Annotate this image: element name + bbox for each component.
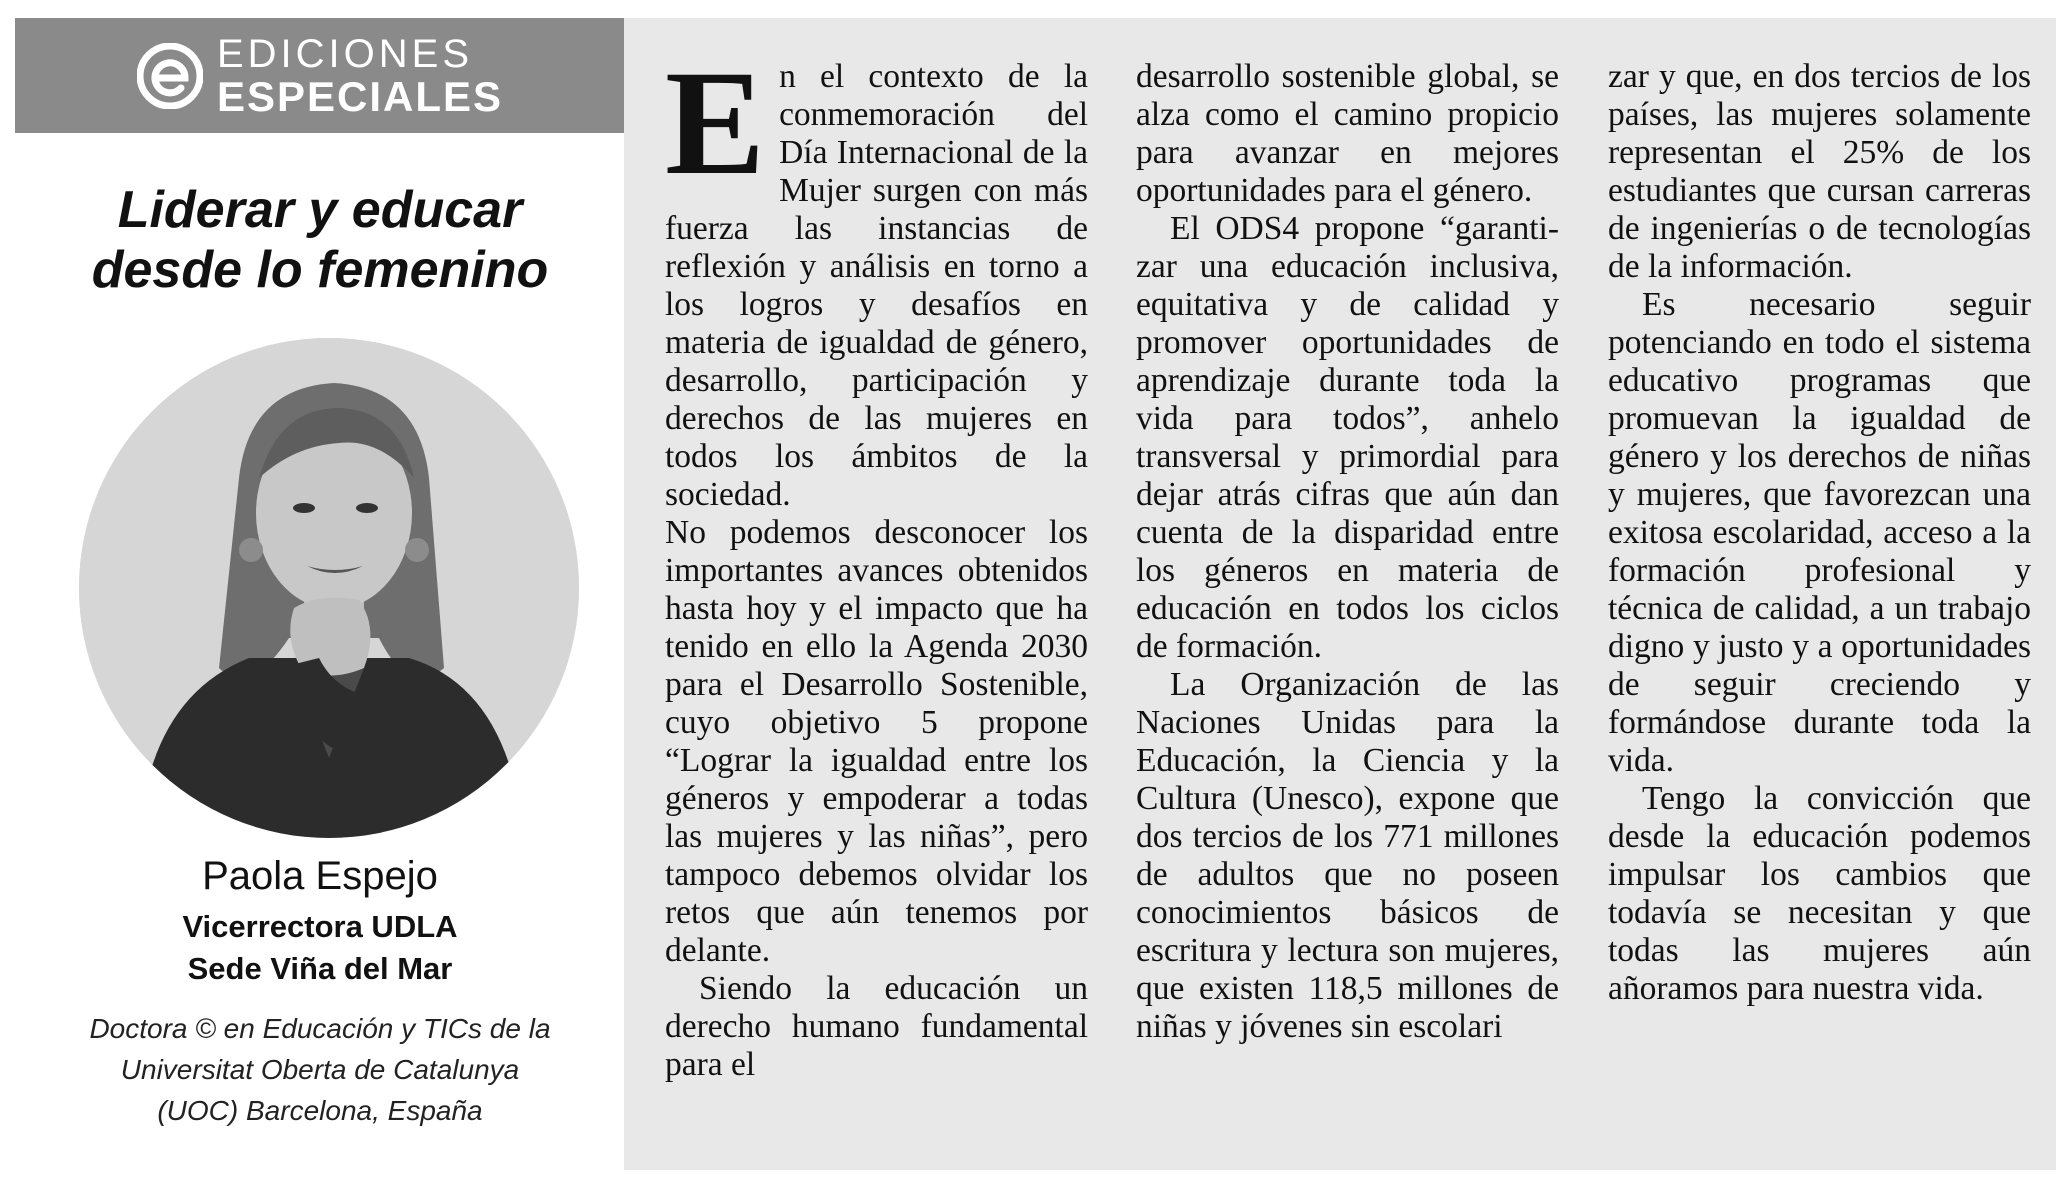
author-name: Paola Espejo [202,854,438,898]
author-portrait-image [79,338,579,838]
author-bio-line1: Doctora © en Educación y TICs de la [89,1013,551,1044]
author-role-line2: Sede Viña del Mar [187,951,453,986]
paragraph-4: El ODS4 propone “garantizar una educación inclusiva, equitativa y de calidad y promover oportunidades de aprendizaje durante toda la vida para todos”, anhelo transversal y primordial para dejar atrás cifras que aún dan cuenta de la disparidad entre los géneros en materia de educación en todos los ciclos de formación. [1136,210,1559,665]
paragraph-1-text: n el contexto de la conmemoración del Día Internacional de la Mujer surgen con más fuerza las instancias de reflexión y análisis en torno a los logros y desafíos en materia de igualdad de género, desarrollo, participación y derechos de las mujeres en todos los ámbitos de la sociedad. [665,58,1088,513]
headline-line2: desde lo femenino [91,241,549,299]
author-bio-line2: Universitat Oberta de Catalunya [120,1054,520,1085]
article-body [624,18,2056,1170]
author-role-line1: Vicerrectora UDLA [182,909,458,944]
section-name-line1: EDICIONES [216,31,473,76]
author-portrait [79,338,579,838]
paragraph-1 [665,40,1088,514]
headline-line1: Liderar y educar [117,181,523,239]
paragraph-5-end: zar y que, en dos tercios de los países, las mujeres solamente representan el 25% de los estudiantes que cursan carreras de ingenierías o de tecnologías de la información. [1608,58,2031,285]
section-banner-text [216,31,504,120]
author-role [15,906,625,990]
article-column-2 [1136,58,1559,1046]
author-bio-line3: (UOC) Barcelona, España [157,1095,483,1126]
drop-cap: E [665,40,766,206]
paragraph-7: Tengo la convicción que desde la educación podemos impulsar los cambios que todavía se necesitan y que todas las mujeres aún añoramos para nuestra vida. [1608,780,2031,1007]
article-column-1 [665,40,1088,1084]
e-letter-logo-icon [137,43,203,109]
section-banner [15,18,625,133]
author-bio [15,1008,625,1131]
author-sidebar [15,18,625,1168]
paragraph-2: No podemos desconocer los importantes avances obtenidos hasta hoy y el impacto que ha tenido en ello la Agenda 2030 para el Desarrollo Sostenible, cuyo objetivo 5 propone “Lograr la igualdad entre los géneros y empoderar a todas las mujeres y las niñas”, pero tampoco debemos olvidar los retos que aún tenemos por delante. [665,514,1088,969]
paragraph-3-end: desarrollo sostenible global, se alza como el camino propicio para avanzar en mejores oportunidades para el género. [1136,58,1559,209]
paragraph-3-start: Siendo la educación un derecho humano fundamental para el [665,970,1088,1083]
paragraph-5-start: La Organización de las Naciones Unidas para la Educación, la Ciencia y la Cultura (Unesco), expone que dos tercios de los 771 millones de adultos que no poseen conocimientos básicos de escritura y lectura son mujeres, que existen 118,5 millones de niñas y jóvenes sin escolari [1136,666,1559,1045]
paragraph-6: Es necesario seguir potenciando en todo el sistema educativo programas que promuevan la igualdad de género y los derechos de niñas y mujeres, que favorezcan una exitosa escolaridad, acceso a la formación profesional y técnica de calidad, a un trabajo digno y justo y a oportunidades de seguir creciendo y formándose durante toda la vida. [1608,286,2031,779]
section-name-line2: ESPECIALES [216,72,504,120]
article-headline [15,180,625,300]
article-column-3 [1608,58,2031,1008]
